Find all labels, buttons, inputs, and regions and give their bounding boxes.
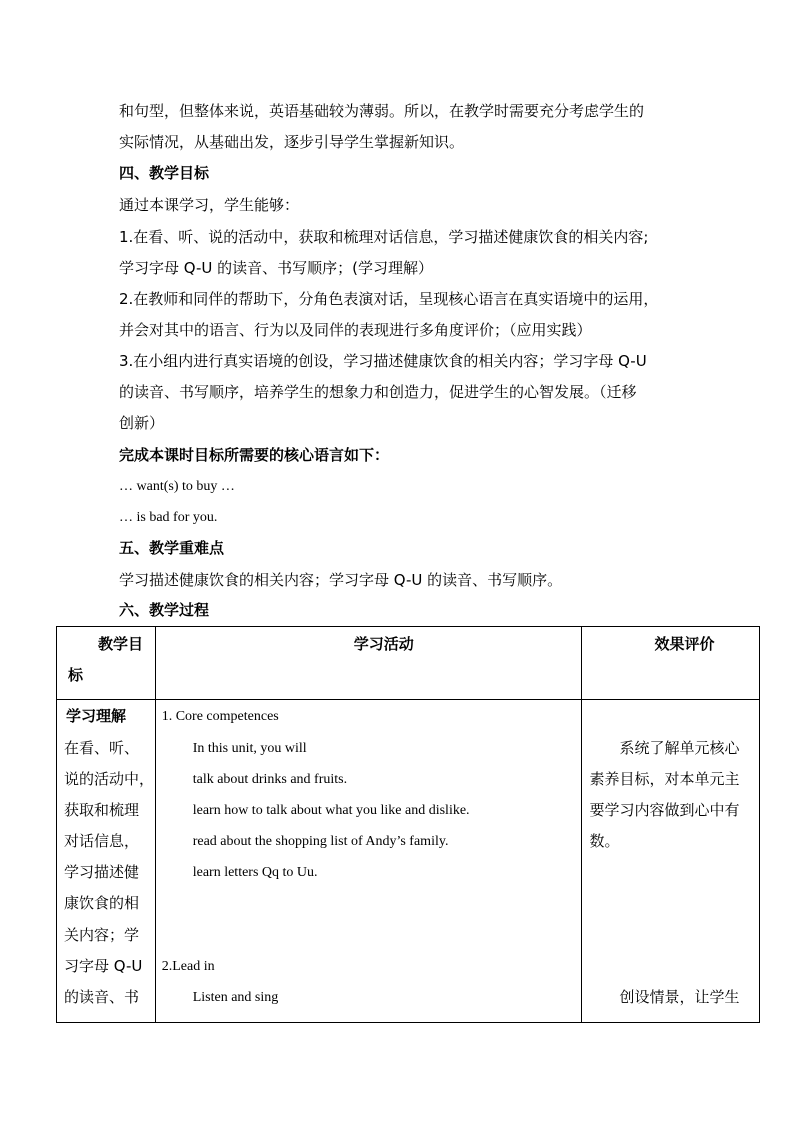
- goal3-line-1: 3.在小组内进行真实语境的创设，学习描述健康饮食的相关内容；学习字母 Q-U: [119, 352, 647, 370]
- eval-line: 创设情景，让学生: [619, 988, 740, 1006]
- goal2-line-1: 2.在教师和同伴的帮助下，分角色表演对话，呈现核心语言在真实语境中的运用，: [119, 290, 659, 308]
- goal-line: 学习描述健: [64, 863, 140, 881]
- goal-line: 说的活动中，: [64, 770, 155, 788]
- goal1-line-1: 1.在看、听、说的活动中，获取和梳理对话信息，学习描述健康饮食的相关内容;: [119, 228, 649, 246]
- goal-line: 关内容；学: [64, 926, 140, 944]
- activity-line: read about the shopping list of Andy’s family.: [192, 834, 449, 849]
- goal-line: 的读音、书: [64, 988, 140, 1006]
- section4-lead: 通过本课学习，学生能够：: [119, 196, 300, 214]
- goal-line: 对话信息，: [64, 832, 140, 850]
- header-activity: 学习活动: [353, 635, 414, 653]
- table-row: [57, 700, 760, 1023]
- goal-line: 康饮食的相: [64, 894, 140, 912]
- goal-title: 学习理解: [66, 707, 127, 725]
- activity-cell: [155, 700, 581, 1023]
- teaching-process-table: [56, 626, 760, 1023]
- section4-heading: 四、教学目标: [119, 164, 210, 182]
- goal2-line-2: 并会对其中的语言、行为以及同伴的表现进行多角度评价；（应用实践）: [119, 321, 592, 339]
- core-language-1: … want(s) to buy …: [119, 479, 235, 494]
- goal-cell: [57, 700, 156, 1023]
- goal1-line-2: 学习字母 Q-U 的读音、书写顺序；(学习理解）: [119, 259, 434, 277]
- section5-text: 学习描述健康饮食的相关内容；学习字母 Q-U 的读音、书写顺序。: [119, 571, 563, 589]
- intro-line-1: 和句型，但整体来说，英语基础较为薄弱。所以，在教学时需要充分考虑学生的: [119, 102, 645, 120]
- activity-line: 1. Core competences: [161, 709, 279, 724]
- section6-heading: 六、教学过程: [119, 601, 210, 619]
- header-activity-cell: [155, 627, 581, 700]
- header-goal-line-1: 教学目: [98, 635, 144, 653]
- eval-line: 要学习内容做到心中有: [589, 801, 740, 819]
- activity-line: talk about drinks and fruits.: [192, 772, 348, 787]
- activity-line: Listen and sing: [192, 990, 279, 1005]
- eval-line: 素养目标，对本单元主: [589, 770, 740, 788]
- section5-heading: 五、教学重难点: [119, 539, 225, 557]
- goal-line: 获取和梳理: [64, 801, 140, 819]
- eval-line: 系统了解单元核心: [619, 739, 740, 757]
- header-goal-cell: [57, 627, 156, 700]
- activity-line: learn letters Qq to Uu.: [192, 865, 318, 880]
- core-language-2: … is bad for you.: [119, 510, 218, 525]
- goal-line: 在看、听、: [64, 739, 140, 757]
- header-goal-line-2: 标: [68, 666, 84, 684]
- core-language-heading: 完成本课时目标所需要的核心语言如下：: [119, 446, 390, 464]
- activity-line: In this unit, you will: [192, 741, 307, 756]
- goal3-line-3: 创新）: [119, 414, 165, 432]
- eval-cell: [581, 700, 760, 1023]
- header-eval: 效果评价: [654, 635, 715, 653]
- goal-line: 习字母 Q-U: [64, 957, 143, 975]
- table-header-row: [57, 627, 760, 700]
- header-eval-cell: [581, 627, 760, 700]
- goal3-line-2: 的读音、书写顺序，培养学生的想象力和创造力，促进学生的心智发展。（迁移: [119, 383, 637, 401]
- activity-line: 2.Lead in: [161, 959, 215, 974]
- eval-line: 数。: [589, 832, 620, 850]
- activity-line: learn how to talk about what you like and dislike.: [192, 803, 470, 818]
- intro-line-2: 实际情况，从基础出发，逐步引导学生掌握新知识。: [119, 133, 465, 151]
